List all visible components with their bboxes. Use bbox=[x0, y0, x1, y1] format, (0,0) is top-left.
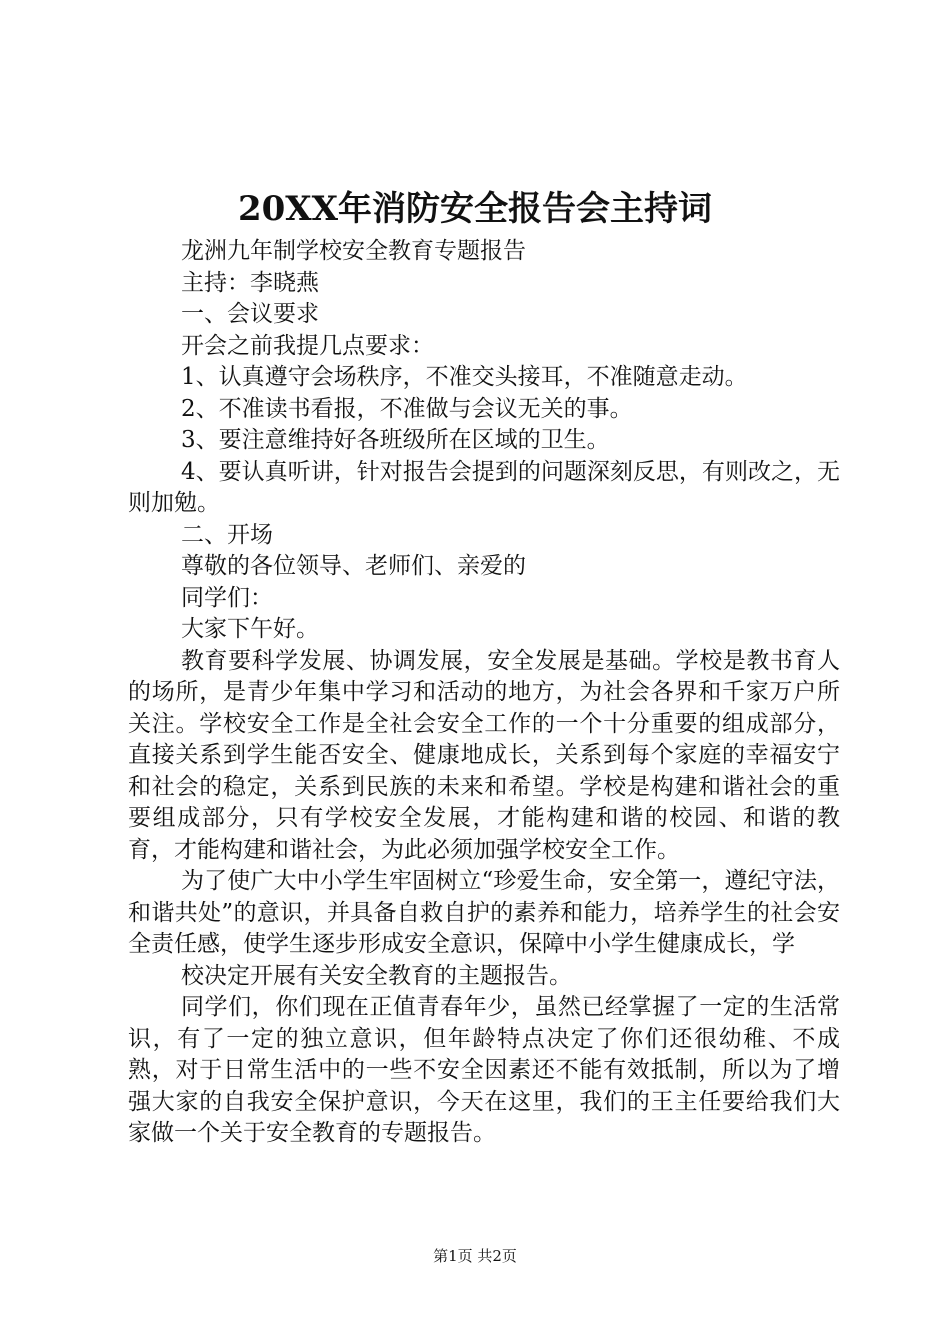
paragraph-school-report: 龙洲九年制学校安全教育专题报告 bbox=[181, 238, 526, 264]
requirement-item-3: 3、要注意维持好各班级所在区域的卫生。 bbox=[181, 427, 610, 453]
paragraph-good-afternoon: 大家下午好。 bbox=[181, 616, 319, 642]
requirement-item-1: 1、认真遵守会场秩序，不准交头接耳，不准随意走动。 bbox=[181, 364, 748, 390]
paragraph-greeting-leaders: 尊敬的各位领导、老师们、亲爱的 bbox=[181, 553, 526, 579]
paragraph-host: 主持：李晓燕 bbox=[181, 269, 319, 296]
document-title: 20XX年消防安全报告会主持词 bbox=[237, 189, 713, 229]
paragraph-purpose: 为了使广大中小学生牢固树立“珍爱生命，安全第一，遵纪守法，和谐共处”的意识，并具备自救自护的素养和能力，培养学生的社会安全责任感，使学生逐步形成安全意识，保障中小学生健康成长，学 bbox=[128, 868, 840, 957]
paragraph-greeting-students: 同学们： bbox=[181, 584, 273, 611]
section-heading-requirements: 一、会议要求 bbox=[181, 301, 319, 327]
paragraph-students-address: 同学们，你们现在正值青春年少，虽然已经掌握了一定的生活常识，有了一定的独立意识，但年龄特点决定了你们还很幼稚、不成熟，对于日常生活中的一些不安全因素还不能有效抵制，所以为了增强大家的自我安全保护意识，今天在这里，我们的王主任要给我们大家做一个关于安全教育的专题报告。 bbox=[128, 994, 840, 1146]
paragraph-education-safety: 教育要科学发展、协调发展，安全发展是基础。学校是教书育人的场所，是青少年集中学习和活动的地方，为社会各界和千家万户所关注。学校安全工作是全社会安全工作的一个十分重要的组成部分，直接关系到学生能否安全、健康地成长，关系到每个家庭的幸福安宁和社会的稳定，关系到民族的未来和希望。学校是构建和谐社会的重要组成部分，只有学校安全发展，才能构建和谐的校园、和谐的教育，才能构建和谐社会，为此必须加强学校安全工作。 bbox=[128, 647, 840, 863]
page-footer: 第1页 共2页 bbox=[433, 1247, 517, 1265]
section-heading-opening: 二、开场 bbox=[181, 521, 273, 548]
paragraph-school-decision: 校决定开展有关安全教育的主题报告。 bbox=[181, 962, 572, 989]
requirement-item-2: 2、不准读书看报，不准做与会议无关的事。 bbox=[181, 395, 633, 422]
document-body bbox=[128, 236, 840, 1150]
paragraph-requirements-intro: 开会之前我提几点要求： bbox=[181, 332, 434, 359]
requirement-item-4: 4、要认真听讲，针对报告会提到的问题深刻反思，有则改之，无则加勉。 bbox=[128, 458, 840, 516]
